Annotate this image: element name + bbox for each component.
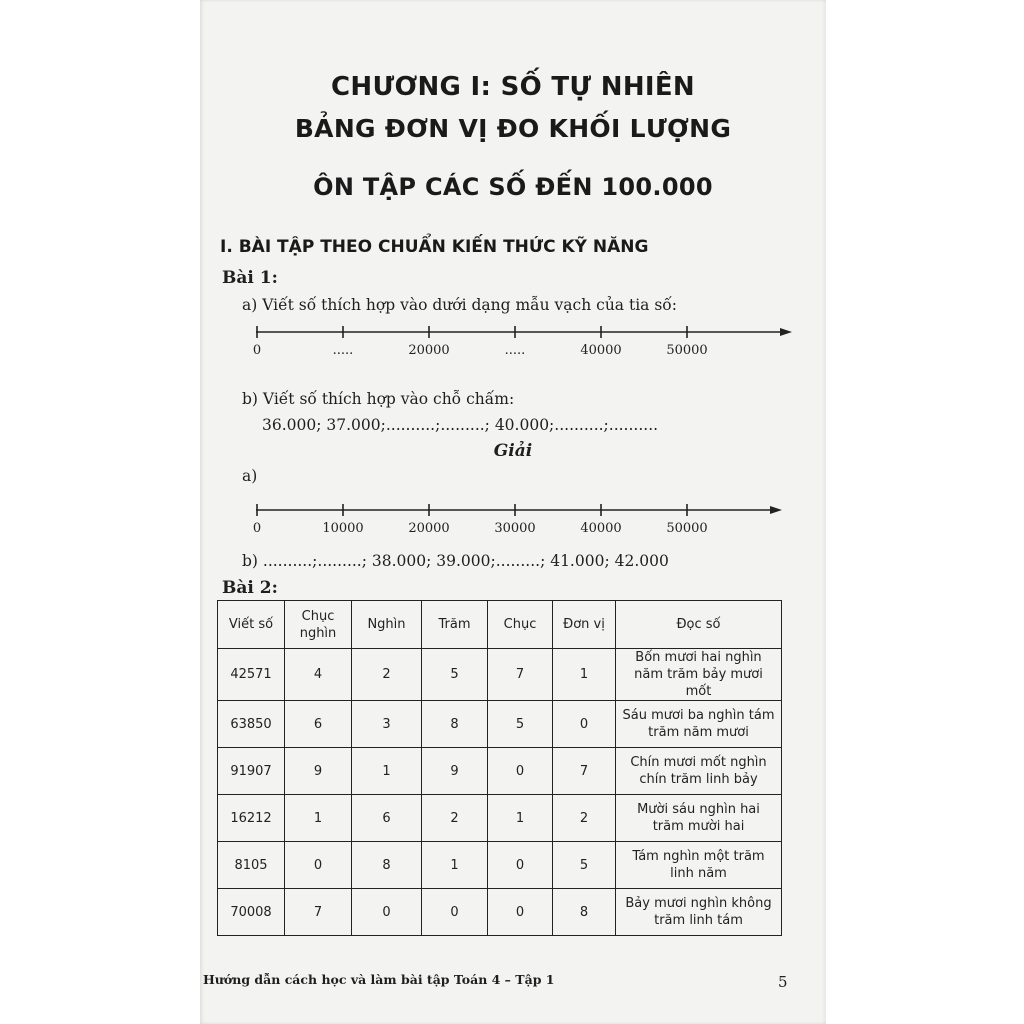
header-doc-so: Đọc số <box>616 601 782 649</box>
cell-don-vi: 8 <box>553 889 616 936</box>
solution-tick-label: 20000 <box>408 521 450 536</box>
cell-reading: Bảy mươi nghìn không trăm linh tám <box>616 889 782 936</box>
exercise-tick-label: ..... <box>332 343 354 358</box>
solution-tick-label: 0 <box>252 521 262 536</box>
number-line-exercise <box>200 318 826 360</box>
footer-book-title: Hướng dẫn cách học và làm bài tập Toán 4 – Tập 1 <box>203 972 555 987</box>
cell-don-vi: 2 <box>553 795 616 842</box>
cell-tram: 0 <box>422 889 488 936</box>
cell-reading: Mười sáu nghìn hai trăm mười hai <box>616 795 782 842</box>
table-row <box>218 795 782 842</box>
cell-chuc: 0 <box>488 842 553 889</box>
header-chuc-nghin: Chục nghìn <box>285 601 352 649</box>
cell-nghin: 0 <box>352 889 422 936</box>
number-line-solution-labels <box>253 521 708 536</box>
exercise-tick-label: 50000 <box>666 343 708 358</box>
cell-number: 63850 <box>218 701 285 748</box>
cell-chuc-nghin: 4 <box>285 649 352 701</box>
solution-label: Giải <box>493 441 533 461</box>
number-line-exercise-labels <box>253 343 708 358</box>
cell-number: 42571 <box>218 649 285 701</box>
subchapter-title: BẢNG ĐƠN VỊ ĐO KHỐI LƯỢNG <box>294 114 732 143</box>
solution-part-a: a) <box>242 467 258 485</box>
cell-chuc-nghin: 7 <box>285 889 352 936</box>
cell-number: 70008 <box>218 889 285 936</box>
cell-chuc-nghin: 1 <box>285 795 352 842</box>
header-don-vi: Đơn vị <box>553 601 616 649</box>
header-chuc: Chục <box>488 601 553 649</box>
cell-reading: Chín mươi mốt nghìn chín trăm linh bảy <box>616 748 782 795</box>
cell-chuc-nghin: 9 <box>285 748 352 795</box>
cell-chuc-nghin: 6 <box>285 701 352 748</box>
header-nghin: Nghìn <box>352 601 422 649</box>
cell-don-vi: 0 <box>553 701 616 748</box>
cell-nghin: 3 <box>352 701 422 748</box>
cell-tram: 1 <box>422 842 488 889</box>
solution-tick-label: 50000 <box>666 521 708 536</box>
cell-chuc: 0 <box>488 889 553 936</box>
cell-don-vi: 5 <box>553 842 616 889</box>
cell-nghin: 8 <box>352 842 422 889</box>
cell-chuc: 1 <box>488 795 553 842</box>
cell-chuc: 5 <box>488 701 553 748</box>
header-viet-so: Viết số <box>218 601 285 649</box>
exercise-tick-label: 40000 <box>580 343 622 358</box>
bai2-label: Bài 2: <box>222 578 278 598</box>
bai1-part-b: b) Viết số thích hợp vào chỗ chấm: <box>242 390 515 408</box>
solution-part-b: b) ..........;.........; 38.000; 39.000;.........; 41.000; 42.000 <box>242 552 669 570</box>
exercise-tick-label: ..... <box>504 343 526 358</box>
table-row <box>218 748 782 795</box>
cell-chuc: 7 <box>488 649 553 701</box>
cell-tram: 2 <box>422 795 488 842</box>
bai1-label: Bài 1: <box>222 268 278 288</box>
cell-nghin: 6 <box>352 795 422 842</box>
cell-reading: Sáu mươi ba nghìn tám trăm năm mươi <box>616 701 782 748</box>
table-row <box>218 889 782 936</box>
cell-tram: 9 <box>422 748 488 795</box>
lesson-title: ÔN TẬP CÁC SỐ ĐẾN 100.000 <box>313 173 713 201</box>
cell-tram: 8 <box>422 701 488 748</box>
cell-nghin: 2 <box>352 649 422 701</box>
cell-chuc: 0 <box>488 748 553 795</box>
place-value-table <box>217 600 782 936</box>
cell-number: 16212 <box>218 795 285 842</box>
book-page <box>200 0 826 1024</box>
table-row <box>218 649 782 701</box>
cell-reading: Tám nghìn một trăm linh năm <box>616 842 782 889</box>
cell-number: 8105 <box>218 842 285 889</box>
number-line-solution <box>200 496 826 538</box>
section-heading: I. BÀI TẬP THEO CHUẨN KIẾN THỨC KỸ NĂNG <box>220 237 649 257</box>
solution-tick-label: 30000 <box>494 521 536 536</box>
cell-reading: Bốn mươi hai nghìn năm trăm bảy mươi mốt <box>616 649 782 701</box>
cell-number: 91907 <box>218 748 285 795</box>
cell-tram: 5 <box>422 649 488 701</box>
bai1-part-a: a) Viết số thích hợp vào dưới dạng mẫu vạch của tia số: <box>242 296 677 314</box>
solution-tick-label: 40000 <box>580 521 622 536</box>
table-row <box>218 842 782 889</box>
solution-tick-label: 10000 <box>322 521 364 536</box>
cell-don-vi: 1 <box>553 649 616 701</box>
cell-don-vi: 7 <box>553 748 616 795</box>
chapter-title: CHƯƠNG I: SỐ TỰ NHIÊN <box>331 72 695 102</box>
table-header-row <box>218 601 782 649</box>
table-row <box>218 701 782 748</box>
cell-nghin: 1 <box>352 748 422 795</box>
page-number: 5 <box>778 973 788 991</box>
cell-chuc-nghin: 0 <box>285 842 352 889</box>
bai1-sequence: 36.000; 37.000;..........;.........; 40.000;..........;.......... <box>262 416 659 434</box>
exercise-tick-label: 0 <box>252 343 262 358</box>
header-tram: Trăm <box>422 601 488 649</box>
exercise-tick-label: 20000 <box>408 343 450 358</box>
